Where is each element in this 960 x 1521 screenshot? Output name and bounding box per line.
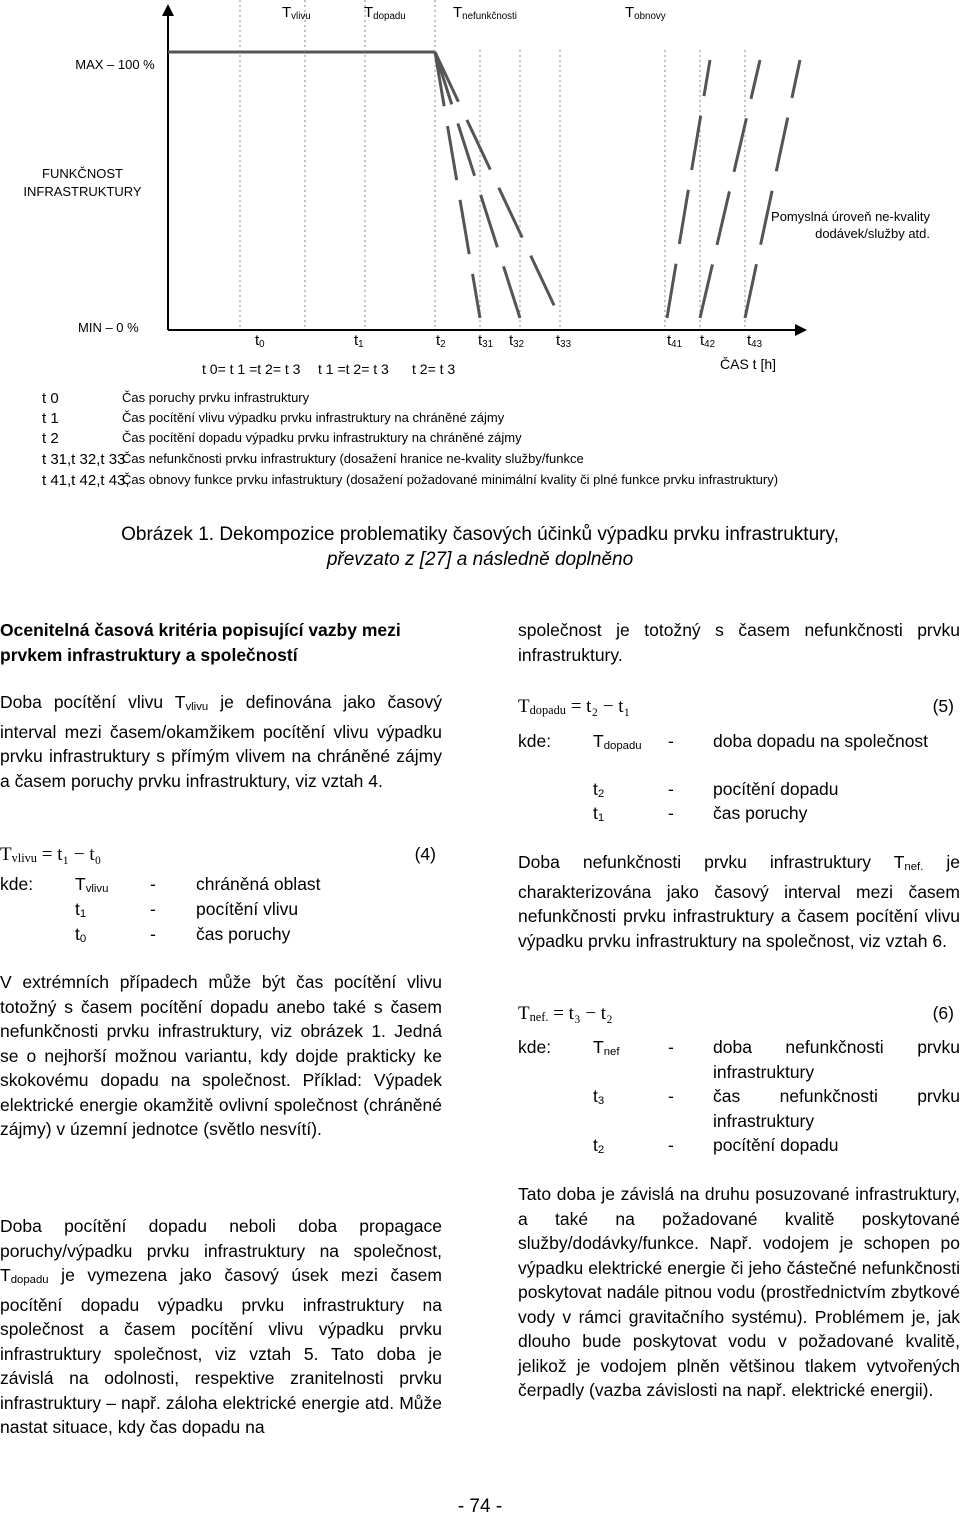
right-paragraph-1: společnost je totožný s časem nefunkčnosti prvku infrastruktury. [518, 620, 960, 665]
equality-3: t 2= t 3 [412, 361, 456, 377]
caption-line-1: Obrázek 1. Dekompozice problematiky časových účinků výpadku prvku infrastruktury, [121, 524, 839, 545]
eq6-def-0: kde: $T_{nef}$ - doba nefunkčnosti prvku infrastruktury [518, 1037, 960, 1082]
equation-6-number: (6) [932, 1003, 954, 1023]
tick-t41: $t_{41}$ [667, 332, 683, 350]
equation-5: $T_{dopadu} = t_2 - t_1$ (5) [518, 696, 954, 717]
tick-t2: $t_2$ [436, 332, 446, 350]
degradation-lines [435, 52, 560, 318]
legend-row-2: t 2 Čas pocítění dopadu výpadku prvku infrastruktury na chráněné zájmy [42, 430, 522, 447]
tick-t0: $t_0$ [255, 332, 265, 350]
guide-lines [240, 0, 745, 330]
legend-row-0: t 0 Čas poruchy prvku infrastruktury [42, 390, 310, 407]
left-paragraph-2: V extrémních případech může být čas pocítění vlivu totožný s časem pocítění dopadu anebo také s časem nefunkčnosti prvku infrastruktury, viz obrázek 1. Jedná se o nejhorší možnou variantu, kdy dojde prakticky ke skokovému dopadu na společnost. Příklad: Výpadek elektrické energie okamžitě ovlivní společnost (chráněné zájmy) v územní jednotce (světlo nesvítí). [0, 972, 442, 1139]
equation-4: $T_{vlivu} = t_1 - t_0$ (4) [0, 844, 436, 865]
label-t-nefunkcnosti: $T_{nefunkčnosti}$ [453, 4, 517, 22]
tick-t32: $t_{32}$ [509, 332, 525, 350]
y-label-max: MAX – 100 % [75, 57, 155, 72]
right-paragraph-3: Tato doba je závislá na druhu posuzované infrastruktury, a také na požadované kvalitě poskytované služby/dodávky/funkce. Např. vodojem je schopen po výpadku elektrické energie či jeho částečné nefunkčnosti poskytovat nadále pitnou vodu (prostřednictvím zbytkové vody v rámci gravitačního systému). Problémem je, jak dlouho bude poskytovat vodu v požadované kvalitě, jelikož je vodojem plněn většinou tlakem vytvořených čerpadly (vazba závislosti na např. elektrické energii). [518, 1184, 960, 1400]
tick-t42: $t_{42}$ [700, 332, 716, 350]
equality-2: t 1 =t 2= t 3 [318, 361, 389, 377]
caption-line-2: převzato z [27] a následně doplněno [326, 549, 634, 570]
recovery-lines [667, 60, 800, 318]
legend-row-1: t 1 Čas pocítění vlivu výpadku prvku infrastruktury na chráněné zájmy [42, 410, 505, 427]
legend-row-4: t 41,t 42,t 43, Čas obnovy funkce prvku infastruktury (dosažení požadované minimální kvality či plné funkce prvku infrastruktury) [42, 472, 779, 489]
figure-caption [0, 522, 960, 572]
tick-t31: $t_{31}$ [478, 332, 494, 350]
label-t-vlivu: $T_{vlivu}$ [282, 4, 311, 22]
label-t-dopadu: $T_{dopadu}$ [364, 4, 406, 22]
left-paragraph-3: Doba pocítění dopadu neboli doba propagace poruchy/výpadku prvku infrastruktury na společnost, $T_{dopadu}$ je vymezena jako časový úsek mezi časem pocítění dopadu výpadku prvku infrastruktury na společnost a časem pocítění vlivu výpadku prvku infrastruktury společnost, viz vztah 5. Tato doba je závislá na odolnosti, respektive zranitelnosti prvku infrastruktury – např. záloha elektrické energie atd. Může nastat situace, kdy čas dopadu na [0, 1216, 442, 1437]
threshold-label: Pomyslná úroveň ne-kvality dodávek/služby atd. [771, 209, 930, 241]
tick-t1: $t_1$ [354, 332, 364, 350]
label-t-obnovy: $T_{obnovy}$ [625, 4, 666, 22]
page-number: - 74 - [457, 1496, 503, 1517]
equation-5-number: (5) [932, 696, 954, 716]
right-paragraph-2: Doba nefunkčnosti prvku infrastruktury $T_{nef.}$ je charakterizována jako časový interval mezi časem nefunkčnosti prvku infrastruktury a časem pocítění vlivu výpadku prvku infrastruktury na společnost, viz vztah 6. [518, 852, 960, 951]
x-axis-label: ČAS t [h] [720, 356, 777, 372]
equation-4-number: (4) [414, 844, 436, 864]
equation-6: $T_{nef.} = t_3 - t_2$ (6) [518, 1003, 954, 1024]
tick-t33: $t_{33}$ [556, 332, 572, 350]
eq6-def-1: $t_3$ - čas nefunkčnosti prvku infrastruktury [593, 1086, 960, 1131]
y-label-min: MIN – 0 % [78, 320, 139, 335]
section-heading: Ocenitelná časová kritéria popisující vazby mezi prvkem infrastruktury a společností [0, 620, 401, 665]
eq5-def-0: kde: $T_{dopadu}$ - doba dopadu na společnost [518, 731, 929, 752]
tick-t43: $t_{43}$ [747, 332, 763, 350]
left-paragraph-1: Doba pocítění vlivu $T_{vlivu}$ je definována jako časový interval mezi časem/okamžikem pocítění vlivu výpadku prvku infrastruktury s přímým vlivem na chráněné zájmy a časem poruchy prvku infrastruktury, viz vztah 4. [0, 692, 442, 791]
legend-row-3: t 31,t 32,t 33 Čas nefunkčnosti prvku infrastruktury (dosažení hranice ne-kvality služby/funkce [42, 451, 584, 468]
y-label-mid: FUNKČNOST INFRASTRUKTURY [23, 166, 142, 199]
equality-1: t 0= t 1 =t 2= t 3 [202, 361, 301, 377]
